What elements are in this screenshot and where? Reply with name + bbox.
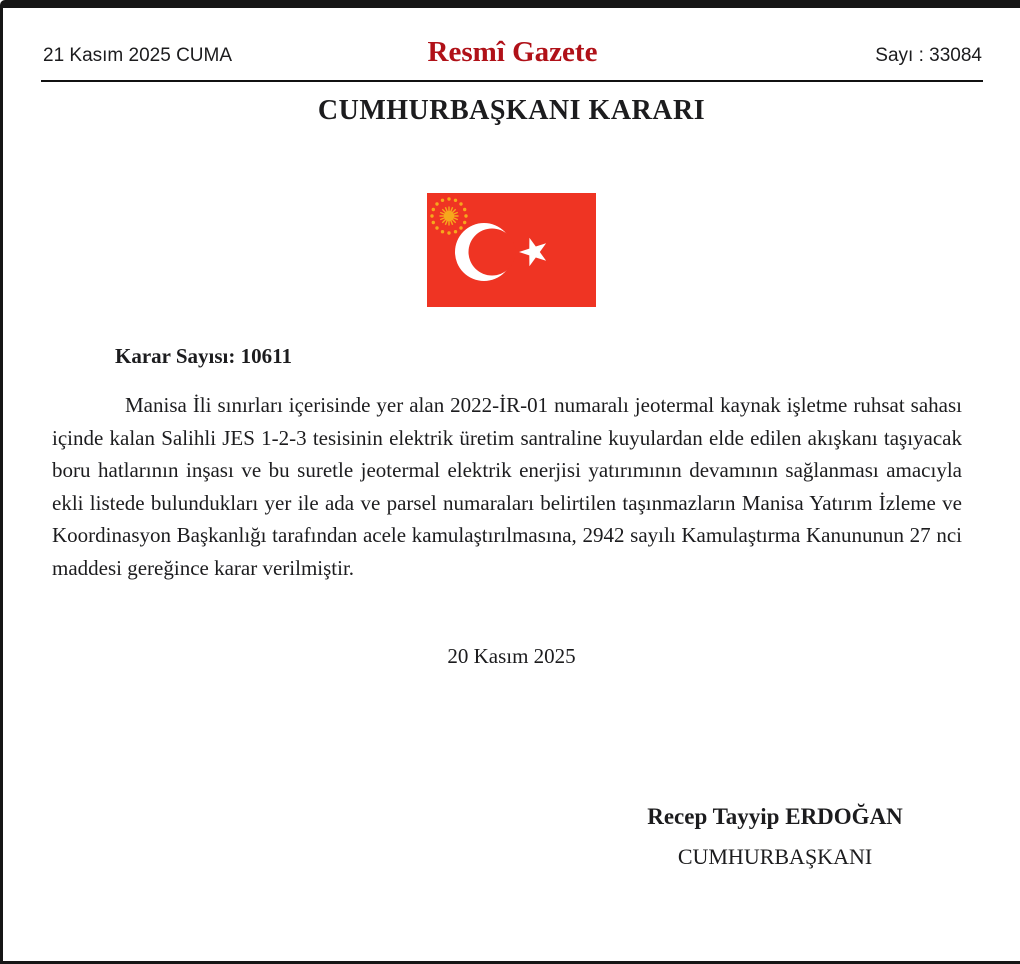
gazette-name: Resmî Gazete	[427, 36, 598, 68]
decree-body-paragraph: Manisa İli sınırları içerisinde yer alan 2022-İR-01 numaralı jeotermal kaynak işletme ruhsat sahası içinde kalan Salihli JES 1-2-3 tesisinin elektrik üretim santraline kuyulardan elde edilen akışkanı taşıyacak boru hatlarının inşası ve bu suretle jeotermal elektrik enerjisi yatırımının devamının sağlanması amacıyla ekli listede bulundukları yer ile ada ve parsel numaraları belirtilen taşınmazların Manisa Yatırım İzleme ve Koordinasyon Başkanlığı tarafından acele kamulaştırılmasına, 2942 sayılı Kamulaştırma Kanununun 27 nci maddesi gereğince karar verilmiştir.	[52, 393, 962, 580]
document-title: CUMHURBAŞKANI KARARI	[317, 95, 706, 126]
crescent-inner	[469, 229, 516, 276]
masthead	[43, 36, 982, 69]
decision-date: 20 Kasım 2025	[447, 644, 576, 668]
turkish-flag-presidential-seal-icon	[427, 193, 596, 307]
decree-number: Karar Sayısı: 10611	[115, 344, 292, 368]
signature-block	[605, 797, 945, 877]
gazette-date: 21 Kasım 2025 CUMA	[43, 45, 233, 66]
signatory-name: Recep Tayyip ERDOĞAN	[647, 804, 903, 829]
presidential-seal-sun	[440, 207, 459, 226]
flag-container	[3, 193, 1020, 312]
gazette-issue-number: Sayı : 33084	[875, 45, 982, 66]
signatory-title: CUMHURBAŞKANI	[677, 844, 873, 869]
masthead-divider	[41, 80, 983, 82]
